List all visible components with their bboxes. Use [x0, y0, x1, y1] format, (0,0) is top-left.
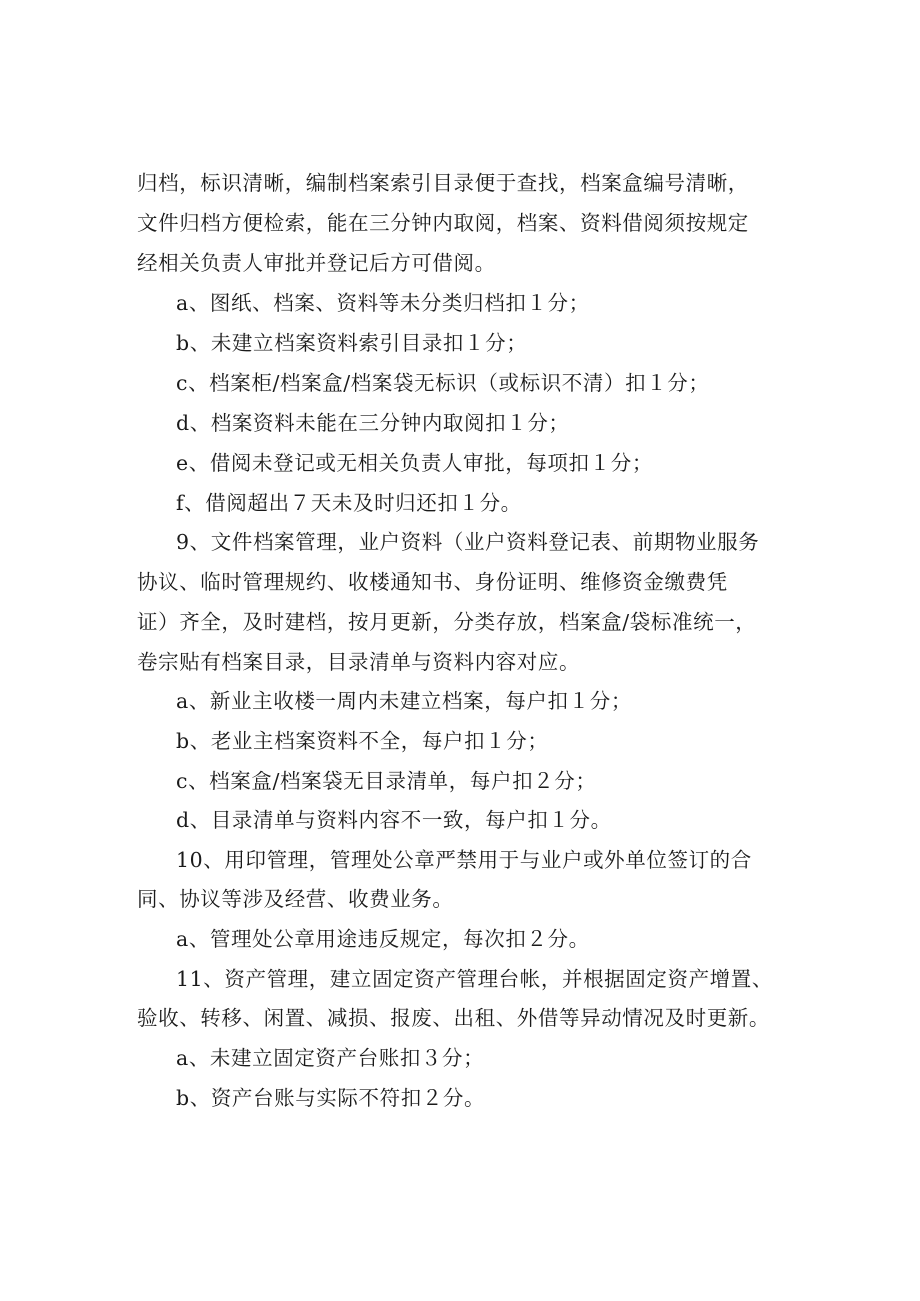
list-item: a、未建立固定资产台账扣３分； [176, 1046, 485, 1070]
list-item: e、借阅未登记或无相关负责人审批，每项扣１分； [176, 451, 653, 475]
section-heading-line: 9、文件档案管理，业户资料（业户资料登记表、前期物业服务 [176, 530, 760, 554]
list-item: c、档案柜/档案盒/档案袋无标识（或标识不清）扣１分； [176, 371, 710, 395]
list-item: f、借阅超出７天未及时归还扣１分。 [176, 491, 522, 515]
section-heading-line: 11、资产管理，建立固定资产管理台帐，并根据固定资产增置、 [176, 967, 773, 991]
paragraph-line: 归档，标识清晰，编制档案索引目录便于查找，档案盒编号清晰， [137, 171, 749, 195]
list-item: b、老业主档案资料不全，每户扣１分； [176, 729, 549, 753]
list-item: d、档案资料未能在三分钟内取阅扣１分； [176, 411, 570, 435]
paragraph-line: 文件归档方便检索，能在三分钟内取阅，档案、资料借阅须按规定 [137, 211, 749, 235]
paragraph-line: 同、协议等涉及经营、收费业务。 [137, 887, 454, 911]
paragraph-line: 协议、临时管理规约、收楼通知书、身份证明、维修资金缴费凭 [137, 570, 728, 594]
list-item: c、档案盒/档案袋无目录清单，每户扣２分； [176, 769, 597, 793]
list-item: a、管理处公章用途违反规定，每次扣２分。 [176, 927, 590, 951]
paragraph-line: 证）齐全，及时建档，按月更新，分类存放，档案盒/袋标准统一， [137, 610, 757, 634]
section-heading-line: 10、用印管理，管理处公章严禁用于与业户或外单位签订的合 [176, 848, 752, 872]
list-item: b、资产台账与实际不符扣２分。 [176, 1086, 486, 1110]
list-item: a、新业主收楼一周内未建立档案，每户扣１分； [176, 689, 632, 713]
list-item: b、未建立档案资料索引目录扣１分； [176, 331, 528, 355]
paragraph-line: 验收、转移、闲置、减损、报废、出租、外借等异动情况及时更新。 [137, 1006, 770, 1030]
paragraph-line: 经相关负责人审批并登记后方可借阅。 [137, 251, 496, 275]
list-item: d、目录清单与资料内容不一致，每户扣１分。 [176, 808, 612, 832]
paragraph-line: 卷宗贴有档案目录，目录清单与资料内容对应。 [137, 650, 581, 674]
list-item: a、图纸、档案、资料等未分类归档扣１分； [176, 291, 590, 315]
